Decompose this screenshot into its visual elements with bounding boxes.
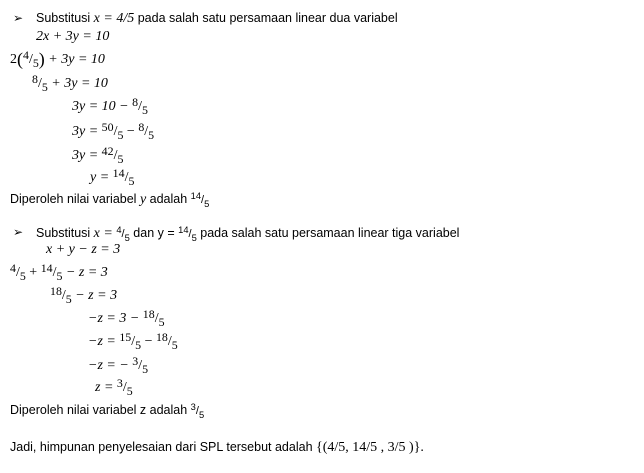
step2-intro-y-den: 5 (191, 233, 197, 243)
step2-eq5-mid: − (141, 334, 156, 349)
step1-intro (36, 12, 398, 26)
step2-eq5-pre: −z = (88, 334, 120, 349)
step2-intro-x-num: 4 (116, 225, 122, 235)
step1-result-den: 5 (204, 199, 210, 209)
step1-eq5-den2: 5 (148, 128, 155, 142)
step1-eq7: $y = ^{14}/_5$ (90, 166, 135, 188)
step2-intro-dan: dan y = (129, 226, 179, 240)
step2-result: Diperoleh nilai variabel z adalah $^3/_5$ (10, 402, 205, 420)
step1-eq3-post: + 3y = 10 (47, 76, 108, 91)
step1-eq3-den: 5 (41, 80, 48, 94)
step2-result-den: 5 (198, 410, 205, 420)
conclusion-set: {(4/5, 14/5 , 3/5 )}. (316, 440, 424, 455)
step2-eq4-pre: −z = 3 − (88, 311, 143, 326)
step1-intro-math: x = 4/5 (93, 11, 135, 26)
step2-eq7-den: 5 (126, 384, 133, 398)
step1-eq2-post: + 3y = 10 (44, 52, 105, 67)
step1-eq4: $3y = 10 - ^8/_5$ (72, 95, 148, 117)
step2-intro: Substitusi $x = ^4/_5$ dan $y = ^{14}/_5$ pada salah satu persamaan linear tiga variabel (36, 225, 460, 243)
step2-eq2-num1: 4 (10, 261, 16, 275)
step2-eq2-post: − z = 3 (62, 265, 108, 280)
step1-eq6: $3y = ^{42}/_5$ (72, 144, 124, 166)
step1-eq2-pre: 2 (10, 52, 17, 67)
step2-eq2-den1: 5 (19, 269, 26, 283)
bullet-icon: ➢ (13, 225, 24, 239)
step1-eq6-num: 42 (101, 144, 114, 158)
step1-result-prefix: Diperoleh nilai variabel (10, 192, 140, 206)
step1-eq7-pre: y = (90, 170, 113, 185)
step2-intro-x-den: 5 (124, 233, 130, 243)
step2-eq4-num: 18 (142, 307, 155, 321)
step1-eq5-num1: 50 (101, 120, 114, 134)
step1-eq3-num: 8 (32, 72, 38, 86)
step1-eq2: $2(^4/_5) + 3y = 10$ (10, 48, 105, 70)
step2-eq4-den: 5 (158, 315, 165, 329)
step1-eq5: $3y = ^{50}/_5 - ^8/_5$ (72, 120, 155, 142)
step2-eq2-mid: + (25, 265, 41, 280)
step1-result-num: 14 (190, 191, 202, 201)
step2-eq2-num2: 14 (40, 261, 53, 275)
step1-eq7-num: 14 (112, 166, 125, 180)
step1-eq7-den: 5 (128, 174, 135, 188)
conclusion-prefix: Jadi, himpunan penyelesaian dari SPL tersebut adalah (10, 440, 316, 454)
step2-intro-x: x = (93, 226, 117, 241)
step2-eq7-pre: z = (95, 380, 117, 395)
step2-eq5-num1: 15 (119, 330, 132, 344)
step1-eq3: $^8/_5 + 3y = 10$ (32, 72, 108, 94)
step2-eq3: $^{18}/_5 - z = 3$ (50, 284, 118, 306)
step2-result-num: 3 (190, 402, 196, 412)
step2-eq2-den2: 5 (56, 269, 63, 283)
step2-eq4: $-z = 3 - ^{18}/_5$ (88, 307, 165, 329)
step2-eq6: −z = − $^3/_5$ (88, 354, 149, 376)
step2-eq7: $z = ^3/_5$ (95, 376, 133, 398)
step1-eq1 (36, 30, 109, 44)
bullet-icon: ➢ (13, 11, 24, 25)
step2-eq3-post: − z = 3 (71, 288, 118, 303)
step2-intro-prefix: Substitusi (36, 226, 94, 240)
step1-result-mid: adalah (146, 192, 191, 206)
step2-eq7-num: 3 (116, 376, 123, 390)
step2-eq1 (46, 243, 120, 257)
conclusion (10, 441, 424, 455)
step2-eq5-den1: 5 (135, 338, 142, 352)
step1-eq4-den: 5 (141, 103, 148, 117)
step2-eq3-den: 5 (65, 292, 72, 306)
step1-eq4-pre: 3y = 10 − (72, 99, 133, 114)
step1-eq6-pre: 3y = (72, 148, 102, 163)
step1-intro-suffix: pada salah satu persamaan linear dua variabel (134, 11, 398, 25)
step2-intro-suffix: pada salah satu persamaan linear tiga variabel (196, 226, 460, 240)
step2-eq5-den2: 5 (171, 338, 178, 352)
step2-eq5: $-z = ^{15}/_5 - ^{18}/_5$ (88, 330, 178, 352)
step2-eq5-num2: 18 (155, 330, 168, 344)
step2-eq2: $^4/_5 + ^{14}/_5 - z = 3$ (10, 261, 108, 283)
step2-eq6-pre: −z = − (88, 358, 133, 373)
step1-eq1-text: 2x + 3y = 10 (36, 29, 110, 44)
step2-intro-y-num: 14 (178, 225, 189, 235)
step2-eq3-num: 18 (50, 284, 62, 298)
step2-eq6-num: 3 (132, 354, 139, 368)
step1-eq5-den1: 5 (117, 128, 124, 142)
step1-eq2-den: 5 (32, 56, 39, 70)
step2-eq1-text: x + y − z = 3 (46, 242, 121, 257)
step1-intro-prefix: Substitusi (36, 11, 94, 25)
step1-eq6-den: 5 (117, 152, 124, 166)
step1-eq5-num2: 8 (138, 120, 145, 134)
step1-eq5-mid: − (123, 124, 139, 139)
step2-eq6-den: 5 (142, 362, 149, 376)
step1-eq2-num: 4 (23, 48, 29, 62)
step2-result-prefix: Diperoleh nilai variabel z adalah (10, 403, 191, 417)
step1-result-var: y (139, 192, 147, 207)
step1-result: Diperoleh nilai variabel y adalah $^{14}/_5$ (10, 191, 210, 209)
step1-eq4-num: 8 (132, 95, 139, 109)
step1-eq5-pre: 3y = (72, 124, 102, 139)
